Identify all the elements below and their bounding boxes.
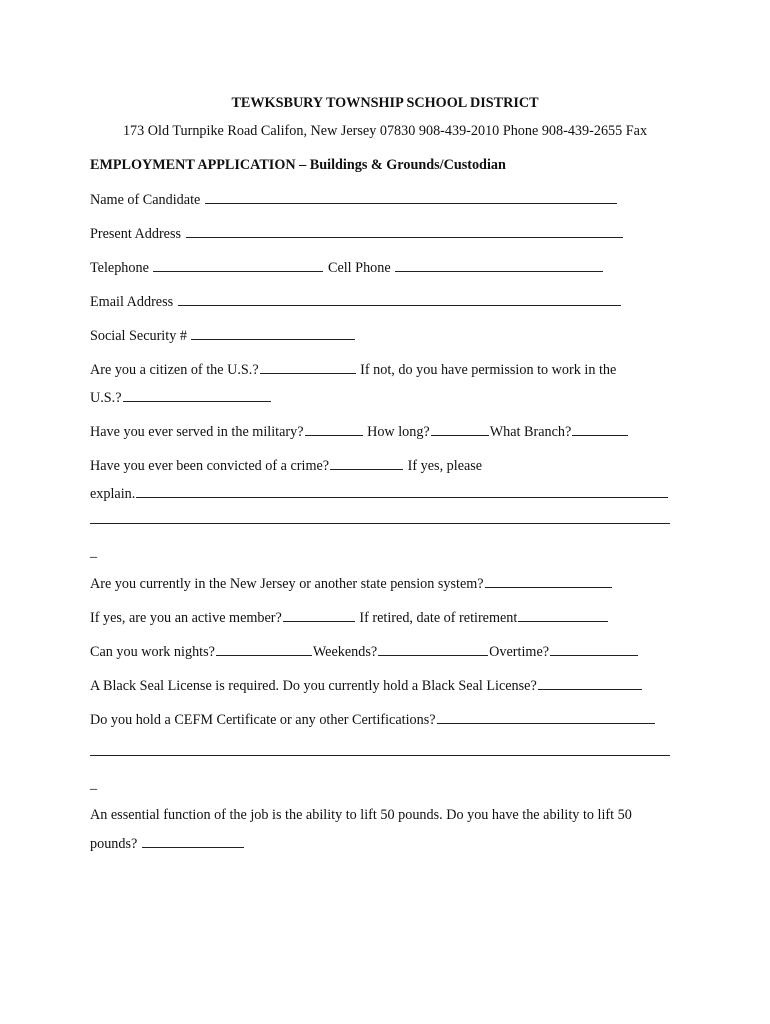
candidate-name-field[interactable] bbox=[205, 190, 617, 204]
citizen-field[interactable] bbox=[260, 360, 356, 374]
ssn-field[interactable] bbox=[191, 326, 355, 340]
branch-field[interactable] bbox=[572, 422, 628, 436]
explain-row bbox=[90, 484, 669, 503]
crime-row bbox=[90, 456, 482, 475]
explain-continuation-row bbox=[90, 510, 671, 529]
pounds-label: pounds? bbox=[90, 836, 138, 852]
weekends-field[interactable] bbox=[378, 642, 488, 656]
explain-end-mark: _ bbox=[90, 544, 98, 560]
explain-field-1[interactable] bbox=[136, 484, 668, 498]
pension-label: Are you currently in the New Jersey or another state pension system? bbox=[90, 576, 484, 592]
military-field[interactable] bbox=[305, 422, 363, 436]
telephone-row bbox=[90, 258, 604, 277]
email-field[interactable] bbox=[178, 292, 621, 306]
permission-label: If not, do you have permission to work in the bbox=[360, 362, 617, 378]
overtime-field[interactable] bbox=[550, 642, 638, 656]
present-address-row bbox=[90, 224, 624, 243]
lift-question-label: An essential function of the job is the ability to lift 50 pounds. Do you have the ability to lift 50 bbox=[90, 807, 632, 823]
present-address-field[interactable] bbox=[186, 224, 623, 238]
ssn-row bbox=[90, 326, 356, 345]
lift-question-row bbox=[90, 806, 632, 824]
active-member-row bbox=[90, 608, 609, 627]
nights-field[interactable] bbox=[216, 642, 312, 656]
cell-phone-label: Cell Phone bbox=[327, 260, 391, 276]
branch-label: What Branch? bbox=[489, 424, 572, 440]
explain-field-2[interactable] bbox=[90, 510, 670, 524]
active-member-field[interactable] bbox=[283, 608, 355, 622]
permission-row bbox=[90, 388, 272, 407]
lift-answer-row bbox=[90, 834, 245, 853]
lift-field[interactable] bbox=[142, 834, 244, 848]
how-long-label: How long? bbox=[367, 424, 430, 440]
cefm-label: Do you hold a CEFM Certificate or any other Certifications? bbox=[90, 712, 436, 728]
explain-end-row bbox=[90, 543, 97, 561]
crime-field[interactable] bbox=[330, 456, 403, 470]
cefm-row bbox=[90, 710, 656, 729]
black-seal-field[interactable] bbox=[538, 676, 642, 690]
pension-field[interactable] bbox=[485, 574, 612, 588]
cefm-end-row bbox=[90, 775, 97, 793]
if-yes-label: If yes, please bbox=[407, 458, 483, 474]
permission-field[interactable] bbox=[123, 388, 271, 402]
cell-phone-field[interactable] bbox=[395, 258, 603, 272]
pension-row bbox=[90, 574, 613, 593]
military-row bbox=[90, 422, 629, 441]
explain-label: explain. bbox=[90, 486, 136, 502]
telephone-label: Telephone bbox=[90, 260, 149, 276]
black-seal-row bbox=[90, 676, 643, 695]
retirement-date-field[interactable] bbox=[518, 608, 608, 622]
email-label: Email Address bbox=[90, 294, 174, 310]
nights-label: Can you work nights? bbox=[90, 644, 215, 660]
present-address-label: Present Address bbox=[90, 226, 182, 242]
retirement-label: If retired, date of retirement bbox=[359, 610, 518, 626]
availability-row bbox=[90, 642, 639, 661]
cefm-end-mark: _ bbox=[90, 776, 98, 792]
citizen-row bbox=[90, 360, 616, 379]
candidate-name-label: Name of Candidate bbox=[90, 192, 201, 208]
active-member-label: If yes, are you an active member? bbox=[90, 610, 282, 626]
email-row bbox=[90, 292, 622, 311]
us-label: U.S.? bbox=[90, 390, 122, 406]
telephone-field[interactable] bbox=[153, 258, 323, 272]
cefm-continuation-row bbox=[90, 742, 671, 761]
cefm-field-2[interactable] bbox=[90, 742, 670, 756]
candidate-name-row bbox=[90, 190, 618, 209]
military-label: Have you ever served in the military? bbox=[90, 424, 304, 440]
how-long-field[interactable] bbox=[431, 422, 489, 436]
district-address: 173 Old Turnpike Road Califon, New Jersey 07830 908-439-2010 Phone 908-439-2655 Fax bbox=[122, 123, 648, 139]
black-seal-label: A Black Seal License is required. Do you currently hold a Black Seal License? bbox=[90, 678, 537, 694]
citizen-label: Are you a citizen of the U.S.? bbox=[90, 362, 259, 378]
district-name: TEWKSBURY TOWNSHIP SCHOOL DISTRICT bbox=[231, 95, 539, 111]
form-title: EMPLOYMENT APPLICATION – Buildings & Grounds/Custodian bbox=[90, 157, 506, 173]
weekends-label: Weekends? bbox=[312, 644, 378, 660]
crime-label: Have you ever been convicted of a crime? bbox=[90, 458, 330, 474]
ssn-label: Social Security # bbox=[90, 328, 187, 344]
cefm-field-1[interactable] bbox=[437, 710, 655, 724]
overtime-label: Overtime? bbox=[489, 644, 550, 660]
